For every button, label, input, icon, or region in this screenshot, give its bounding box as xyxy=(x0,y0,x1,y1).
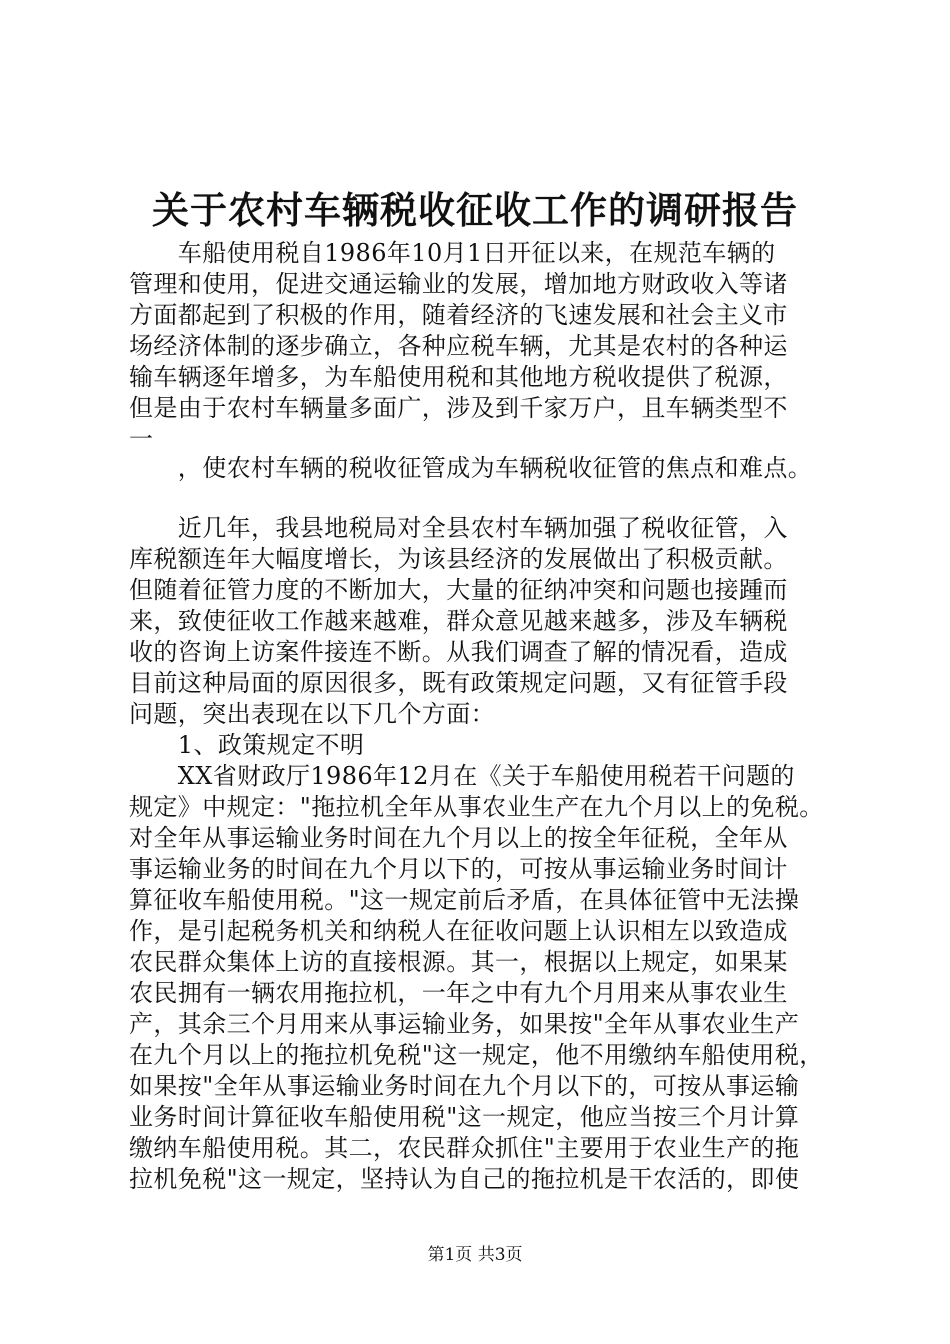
body-line-24: 农民拥有一辆农用拖拉机，一年之中有九个月用来从事农业生 xyxy=(129,979,788,1007)
body-line-2: 管理和使用，促进交通运输业的发展，增加地方财政收入等诸 xyxy=(129,270,788,298)
body-line-10: 库税额连年大幅度增长，为该县经济的发展做出了积极贡献。 xyxy=(129,545,788,573)
body-line-3: 方面都起到了积极的作用，随着经济的飞速发展和社会主义市 xyxy=(129,301,788,329)
body-line-28: 业务时间计算征收车船使用税"这一规定，他应当按三个月计算 xyxy=(129,1103,800,1131)
body-line-23: 农民群众集体上访的直接根源。其一，根据以上规定，如果某 xyxy=(129,948,788,976)
body-line-4: 场经济体制的逐步确立，各种应税车辆，尤其是农村的各种运 xyxy=(129,332,788,360)
body-line-5: 输车辆逐年增多，为车船使用税和其他地方税收提供了税源， xyxy=(129,363,788,391)
body-line-20: 事运输业务的时间在九个月以下的，可按从事运输业务时间计 xyxy=(129,855,788,883)
body-line-14: 目前这种局面的原因很多，既有政策规定问题，又有征管手段 xyxy=(129,669,788,697)
body-line-1: 车船使用税自1986年10月1日开征以来，在规范车辆的 xyxy=(129,239,776,267)
body-line-22: 作，是引起税务机关和纳税人在征收问题上认识相左以致造成 xyxy=(129,917,788,945)
body-line-15: 问题，突出表现在以下几个方面： xyxy=(129,700,495,728)
body-line-18: 规定》中规定："拖拉机全年从事农业生产在九个月以上的免税。 xyxy=(129,793,824,821)
body-line-12: 来，致使征收工作越来越难，群众意见越来越多，涉及车辆税 xyxy=(129,607,788,635)
body-line-9: 近几年，我县地税局对全县农村车辆加强了税收征管，入 xyxy=(129,514,788,542)
body-line-7: 一 xyxy=(129,425,154,453)
body-line-27: 如果按"全年从事运输业务时间在九个月以下的，可按从事运输 xyxy=(129,1072,800,1100)
body-line-13: 收的咨询上访案件接连不断。从我们调查了解的情况看，造成 xyxy=(129,638,788,666)
body-line-6: 但是由于农村车辆量多面广，涉及到千家万户，且车辆类型不 xyxy=(129,394,788,422)
page-footer: 第1页 共3页 xyxy=(427,1245,523,1265)
body-line-21: 算征收车船使用税。"这一规定前后矛盾，在具体征管中无法操 xyxy=(129,886,800,914)
body-line-29: 缴纳车船使用税。其二，农民群众抓住"主要用于农业生产的拖 xyxy=(129,1134,800,1162)
body-line-17: XX省财政厅1986年12月在《关于车船使用税若干问题的 xyxy=(129,762,795,790)
section-heading-1: 1、政策规定不明 xyxy=(129,731,365,759)
body-line-11: 但随着征管力度的不断加大，大量的征纳冲突和问题也接踵而 xyxy=(129,576,788,604)
body-line-25: 产，其余三个月用来从事运输业务，如果按"全年从事农业生产 xyxy=(129,1010,800,1038)
document-title: 关于农村车辆税收征收工作的调研报告 xyxy=(152,188,798,232)
body-line-26: 在九个月以上的拖拉机免税"这一规定，他不用缴纳车船使用税， xyxy=(129,1041,824,1069)
body-line-19: 对全年从事运输业务时间在九个月以上的按全年征税，全年从 xyxy=(129,824,788,852)
body-line-8: ，使农村车辆的税收征管成为车辆税收征管的焦点和难点。 xyxy=(129,454,813,482)
body-line-30: 拉机免税"这一规定，坚持认为自己的拖拉机是干农活的，即使 xyxy=(129,1165,800,1193)
